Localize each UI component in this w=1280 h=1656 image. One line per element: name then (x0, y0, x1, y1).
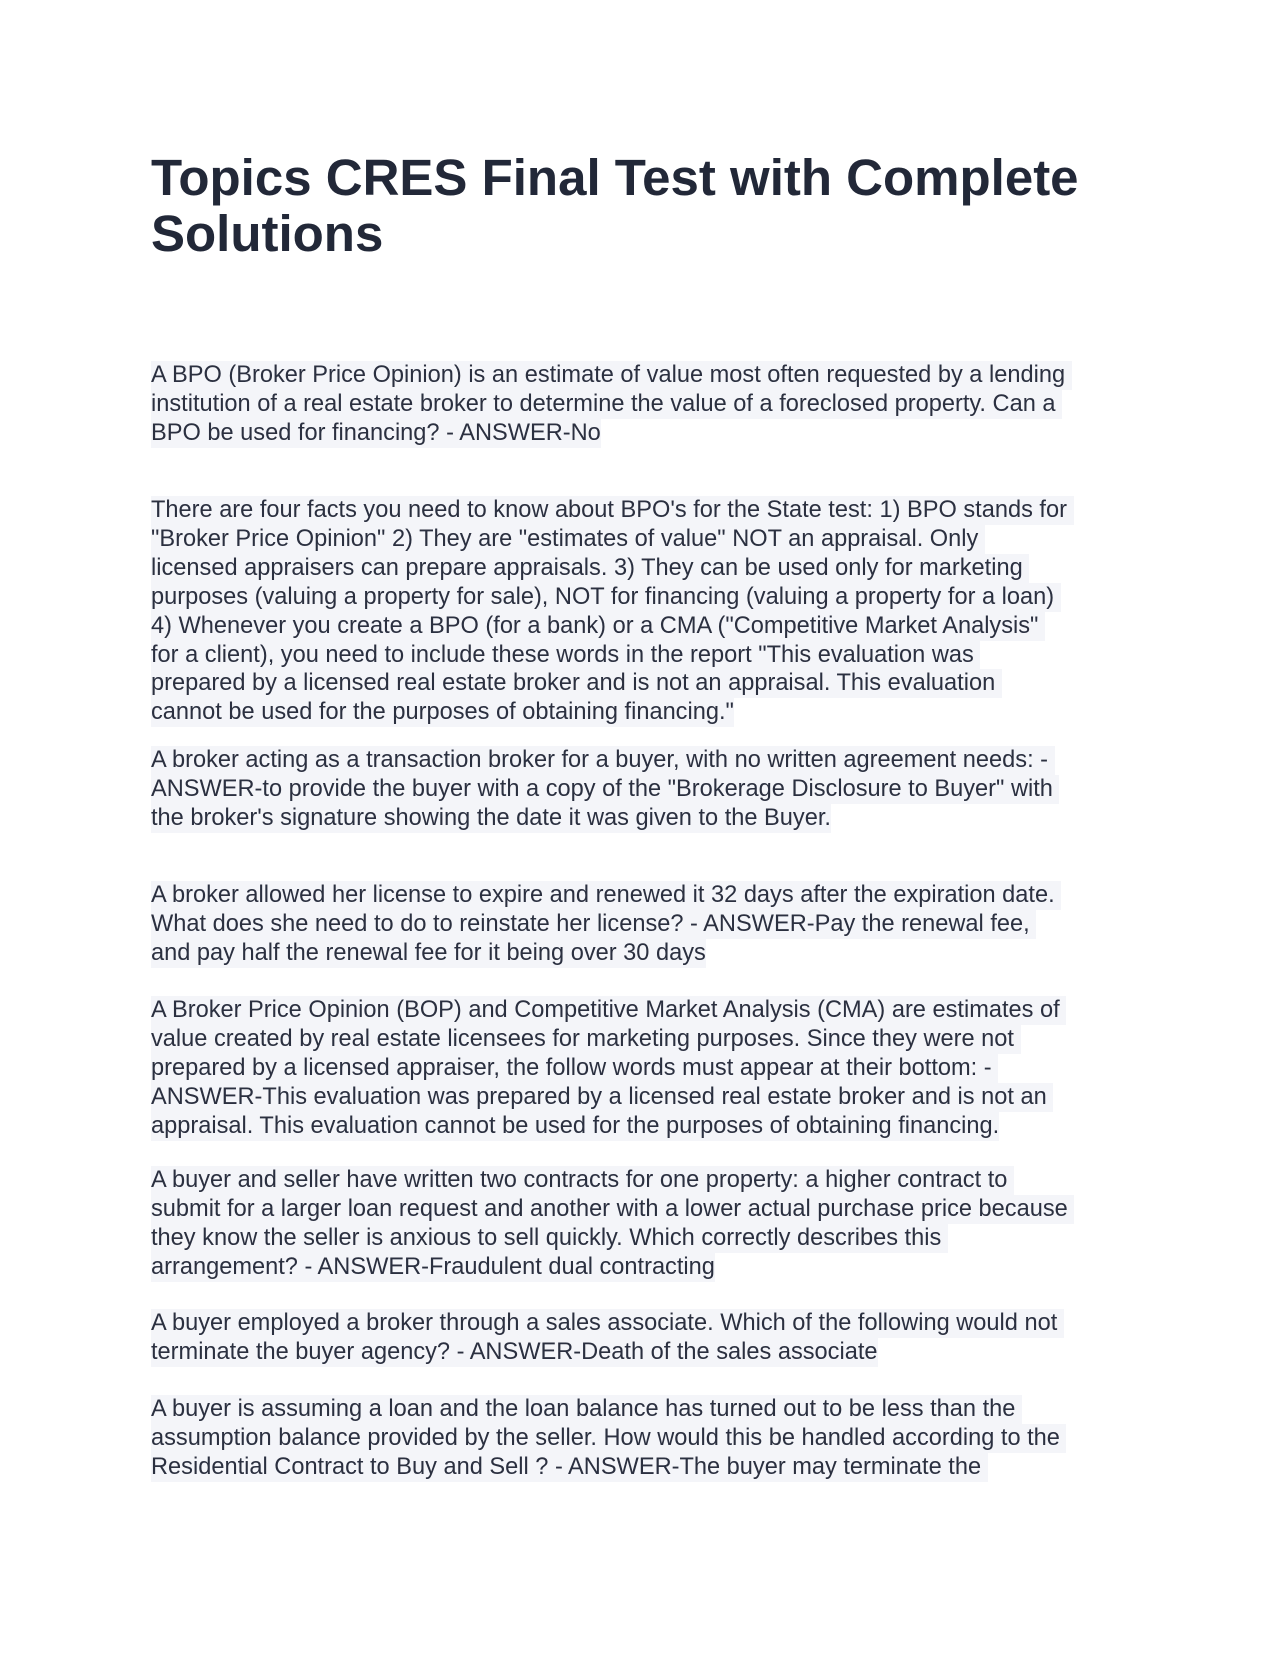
qa-entry-buyer-agency (151, 1309, 1151, 1367)
entry-line: appraisal. This evaluation cannot be used for the purposes of obtaining financing. (151, 1112, 1000, 1139)
qa-entry-bpo-facts (151, 496, 1151, 727)
entry-line: A broker allowed her license to expire and renewed it 32 days after the expiration date. (151, 882, 1062, 908)
entry-line: submit for a larger loan request and another with a lower actual purchase price because (151, 1195, 1075, 1222)
qa-entry-transaction-broker (151, 746, 1151, 833)
qa-entry-bpo-financing (151, 361, 1151, 448)
entry-line: arrangement? - ANSWER-Fraudulent dual contracting (151, 1253, 715, 1280)
entry-line: 4) Whenever you create a BPO (for a bank) or a CMA ("Competitive Market Analysis" (151, 612, 1045, 639)
qa-entry-dual-contract (151, 1166, 1151, 1282)
entry-line: value created by real estate licensees for marketing purposes. Since they were not (151, 1025, 1021, 1052)
entry-line: A BPO (Broker Price Opinion) is an estimate of value most often requested by a lending (151, 362, 1072, 388)
entry-line: A buyer is assuming a loan and the loan balance has turned out to be less than the (151, 1396, 1022, 1422)
entry-line: the broker's signature showing the date it was given to the Buyer. (151, 804, 831, 831)
entry-line: institution of a real estate broker to determine the value of a foreclosed property. Can a (151, 390, 1063, 417)
entry-line: they know the seller is anxious to sell quickly. Which correctly describes this (151, 1224, 948, 1251)
entry-line: What does she need to do to reinstate her license? - ANSWER-Pay the renewal fee, (151, 910, 1037, 937)
entry-line: cannot be used for the purposes of obtaining financing." (151, 699, 734, 726)
entry-line: terminate the buyer agency? - ANSWER-Death of the sales associate (151, 1338, 878, 1365)
entry-line: for a client), you need to include these words in the report "This evaluation was (151, 641, 981, 668)
page-title: Topics CRES Final Test with Complete Solutions (151, 149, 1079, 262)
entry-line: and pay half the renewal fee for it being over 30 days (151, 939, 706, 966)
qa-entry-license-expire (151, 881, 1151, 968)
entry-line: assumption balance provided by the seller. How would this be handled according to the (151, 1424, 1067, 1451)
entry-line: A broker acting as a transaction broker for a buyer, with no written agreement needs: - (151, 747, 1055, 773)
entry-line: prepared by a licensed appraiser, the follow words must appear at their bottom: - (151, 1054, 999, 1081)
entry-line: A Broker Price Opinion (BOP) and Competitive Market Analysis (CMA) are estimates of (151, 997, 1067, 1023)
entry-line: BPO be used for financing? - ANSWER-No (151, 419, 601, 446)
entry-line: licensed appraisers can prepare appraisals. 3) They can be used only for marketing (151, 554, 1030, 581)
entry-line: A buyer employed a broker through a sales associate. Which of the following would not (151, 1310, 1064, 1336)
entry-line: "Broker Price Opinion" 2) They are "estimates of value" NOT an appraisal. Only (151, 525, 985, 552)
qa-entry-loan-assumption (151, 1395, 1151, 1482)
entry-line: There are four facts you need to know about BPO's for the State test: 1) BPO stands for (151, 497, 1074, 523)
entry-line: Residential Contract to Buy and Sell ? - ANSWER-The buyer may terminate the (151, 1453, 988, 1480)
entry-line: ANSWER-to provide the buyer with a copy of the "Brokerage Disclosure to Buyer" with (151, 775, 1060, 802)
entry-line: ANSWER-This evaluation was prepared by a licensed real estate broker and is not an (151, 1083, 1054, 1110)
entry-line: purposes (valuing a property for sale), NOT for financing (valuing a property for a loan) (151, 583, 1061, 610)
entry-line: A buyer and seller have written two contracts for one property: a higher contract to (151, 1167, 1014, 1193)
qa-entry-bop-cma (151, 996, 1151, 1141)
entry-line: prepared by a licensed real estate broker and is not an appraisal. This evaluation (151, 670, 1002, 697)
